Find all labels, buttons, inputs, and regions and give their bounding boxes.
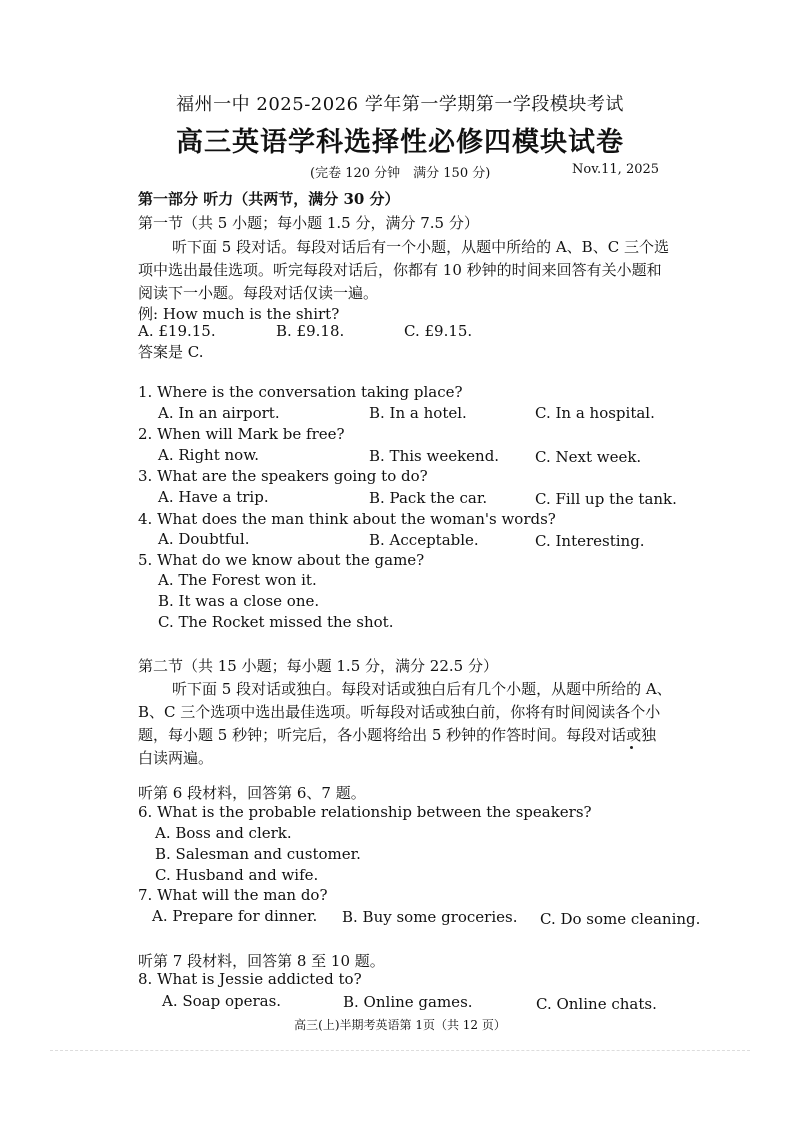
q4-option-c: C. Interesting.	[535, 532, 645, 550]
exam-date: Nov.11, 2025	[572, 162, 660, 177]
part1-heading: 第一部分 听力（共两节，满分 30 分）	[138, 190, 400, 208]
material7-label: 听第 7 段材料，回答第 8 至 10 题。	[138, 952, 385, 970]
example-option-b: B. £9.18.	[276, 322, 345, 340]
q3-option-a: A. Have a trip.	[158, 488, 269, 506]
example-answer: 答案是 C.	[138, 343, 204, 361]
q6-stem: 6. What is the probable relationship between the speakers?	[138, 803, 592, 821]
q6-option-b: B. Salesman and customer.	[155, 845, 361, 863]
q8-option-a: A. Soap operas.	[162, 992, 282, 1010]
q2-option-b: B. This weekend.	[369, 447, 500, 465]
section2-heading: 第二节（共 15 小题；每小题 1.5 分，满分 22.5 分）	[138, 657, 498, 675]
exam-title: 高三英语学科选择性必修四模块试卷	[176, 127, 624, 158]
q5-stem: 5. What do we know about the game?	[138, 551, 425, 569]
section1-heading: 第一节（共 5 小题；每小题 1.5 分，满分 7.5 分）	[138, 214, 479, 232]
q7-option-c: C. Do some cleaning.	[540, 910, 701, 928]
q7-stem: 7. What will the man do?	[138, 886, 328, 904]
q2-stem: 2. When will Mark be free?	[138, 425, 345, 443]
section1-instr-2: 项中选出最佳选项。听完每段对话后，你都有 10 秒钟的时间来回答有关小题和	[138, 261, 662, 279]
material6-label: 听第 6 段材料，回答第 6、7 题。	[138, 784, 366, 802]
q2-option-a: A. Right now.	[158, 446, 260, 464]
q5-option-b: B. It was a close one.	[158, 592, 320, 610]
q7-option-b: B. Buy some groceries.	[342, 908, 518, 926]
section2-instr-3: 题，每小题 5 秒钟；听完后，各小题将给出 5 秒钟的作答时间。每段对话或独	[138, 726, 657, 744]
example-option-a: A. £19.15.	[138, 322, 216, 340]
school-line: 福州一中 2025-2026 学年第一学期第一学段模块考试	[176, 94, 624, 115]
q8-option-c: C. Online chats.	[536, 995, 657, 1013]
q2-option-c: C. Next week.	[535, 448, 642, 466]
q8-stem: 8. What is Jessie addicted to?	[138, 970, 362, 988]
section1-instr-3: 阅读下一小题。每段对话仅读一遍。	[138, 284, 379, 302]
q6-option-c: C. Husband and wife.	[155, 866, 319, 884]
scan-edge-line	[50, 1050, 750, 1051]
q8-option-b: B. Online games.	[343, 993, 473, 1011]
q1-option-b: B. In a hotel.	[369, 404, 467, 422]
q1-stem: 1. Where is the conversation taking place?	[138, 383, 463, 401]
section1-instr-1: 听下面 5 段对话。每段对话后有一个小题，从题中所给的 A、B、C 三个选	[172, 238, 669, 256]
section2-instr-2: B、C 三个选项中选出最佳选项。听每段对话或独白前，你将有时间阅读各个小	[138, 703, 661, 721]
page-footer: 高三(上)半期考英语第 1页（共 12 页）	[294, 1018, 506, 1032]
q4-stem: 4. What does the man think about the woman's words?	[138, 510, 556, 528]
speck-mark	[630, 746, 633, 749]
q7-option-a: A. Prepare for dinner.	[152, 907, 318, 925]
q1-option-a: A. In an airport.	[158, 404, 280, 422]
q3-option-b: B. Pack the car.	[369, 489, 488, 507]
q6-option-a: A. Boss and clerk.	[155, 824, 292, 842]
q4-option-a: A. Doubtful.	[158, 530, 250, 548]
q4-option-b: B. Acceptable.	[369, 531, 479, 549]
section2-instr-1: 听下面 5 段对话或独白。每段对话或独白后有几个小题，从题中所给的 A、	[172, 680, 672, 698]
q5-option-c: C. The Rocket missed the shot.	[158, 613, 394, 631]
q3-option-c: C. Fill up the tank.	[535, 490, 677, 508]
example-option-c: C. £9.15.	[404, 322, 473, 340]
q1-option-c: C. In a hospital.	[535, 404, 655, 422]
q3-stem: 3. What are the speakers going to do?	[138, 467, 428, 485]
exam-duration: (完卷 120 分钟 满分 150 分)	[310, 166, 491, 181]
section2-instr-4: 白读两遍。	[138, 749, 214, 767]
example-question: 例: How much is the shirt?	[138, 305, 340, 323]
q5-option-a: A. The Forest won it.	[158, 571, 317, 589]
